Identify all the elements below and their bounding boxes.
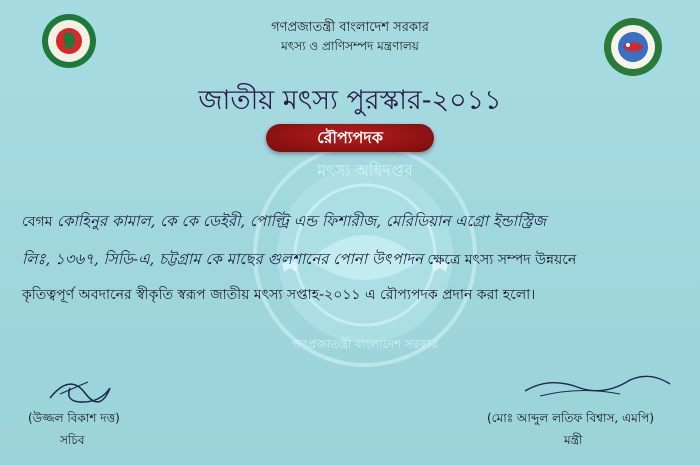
body-line-3 xyxy=(22,283,682,307)
minister-role: মন্ত্রী xyxy=(564,433,583,447)
minister-signature-icon xyxy=(520,366,690,406)
recipient-name-handwritten: কোহিনুর কামাল, কে কে ডেইরী, পোল্ট্রি এন্ড ফিশারীজ, মেরিডিয়ান এগ্রো ইন্ডাস্ট্রিজ xyxy=(56,212,547,230)
salutation: বেগম xyxy=(22,214,53,230)
certificate-title: জাতীয় মৎস্য পুরস্কার-২০১১ xyxy=(198,85,502,116)
minister-name: (মোঃ আব্দুল লতিফ বিশ্বাস, এমপি) xyxy=(487,411,655,425)
ministry-line: মৎস্য ও প্রাণিসম্পদ মন্ত্রণালয় xyxy=(281,39,419,53)
body-line-2 xyxy=(22,248,682,273)
watermark-bottom-text: গণপ্রজাতন্ত্রী বাংলাদেশ সরকার xyxy=(292,337,438,351)
secretary-role: সচিব xyxy=(60,433,85,447)
body-line-1 xyxy=(22,210,682,235)
medal-label: রৌপ্যপদক xyxy=(317,128,383,147)
government-line: গণপ্রজাতন্ত্রী বাংলাদেশ সরকার xyxy=(271,20,429,35)
recipient-details-handwritten: লিঃ, ১৩৬৭, সিডি-এ, চট্টগ্রাম কে মাছের গুলশানের পোনা উৎপাদন xyxy=(22,250,423,268)
secretary-signature-icon xyxy=(40,368,210,408)
secretary-name: (উজ্জল বিকাশ দত্ত) xyxy=(28,411,120,425)
medal-badge xyxy=(266,124,434,152)
watermark-top-text: মৎস্য অধিদপ্তর xyxy=(317,161,413,180)
body-printed-3: কৃতিত্বপূর্ণ অবদানের স্বীকৃতি স্বরূপ জাতীয় মৎস্য সপ্তাহ-২০১১ এ রৌপ্যপদক প্রদান করা হলো। xyxy=(22,287,536,303)
body-printed-2: ক্ষেত্রে মৎস্য সম্পদ উন্নয়নে xyxy=(427,252,577,268)
